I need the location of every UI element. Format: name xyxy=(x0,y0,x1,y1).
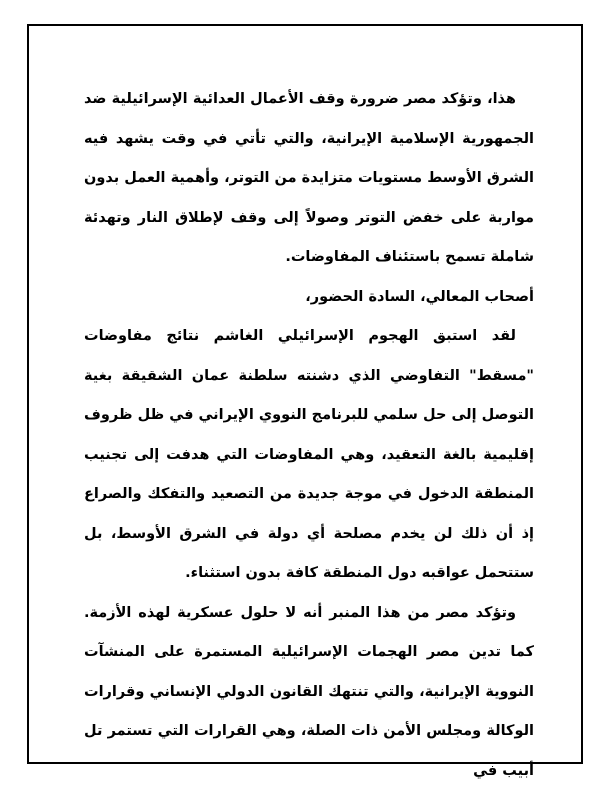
document-body xyxy=(84,80,534,791)
paragraph-ceasefire: هذا، وتؤكد مصر ضرورة وقف الأعمال العدائية الإسرائيلية ضد الجمهورية الإسلامية الإيرانية، والتي تأتي في وقت يشهد فيه الشرق الأوسط مستويات متزايدة من التوتر، وأهمية العمل بدون مواربة على خفض التوتر وصولاً إلى وقف لإطلاق النار وتهدئة شاملة تسمح باستئناف المفاوضات. xyxy=(84,91,534,265)
paragraph-salutation: أصحاب المعالي، السادة الحضور، xyxy=(305,288,534,305)
paragraph-muscat-negotiations: لقد استبق الهجوم الإسرائيلي الغاشم نتائج مفاوضات "مسقط" التفاوضي الذي دشنته سلطنة عمان الشقيقة بغية التوصل إلى حل سلمي للبرنامج النووي الإيراني في ظل ظروف إقليمية بالغة التعقيد، وهي المفاوضات التي هدفت إلى تجنيب المنطقة الدخول في موجة جديدة من التصعيد والتفكك والصراع إذ أن ذلك لن يخدم مصلحة أي دولة في الشرق الأوسط، بل ستتحمل عواقبه دول المنطقة كافة بدون استثناء. xyxy=(84,328,534,581)
paragraph-no-military-solution: وتؤكد مصر من هذا المنبر أنه لا حلول عسكرية لهذه الأزمة. كما تدين مصر الهجمات الإسرائيلية المستمرة على المنشآت النووية الإيرانية، والتي تنتهك القانون الدولي الإنساني وقرارات الوكالة ومجلس الأمن ذات الصلة، وهي القرارات التي تستمر تل أبيب في xyxy=(84,604,534,779)
